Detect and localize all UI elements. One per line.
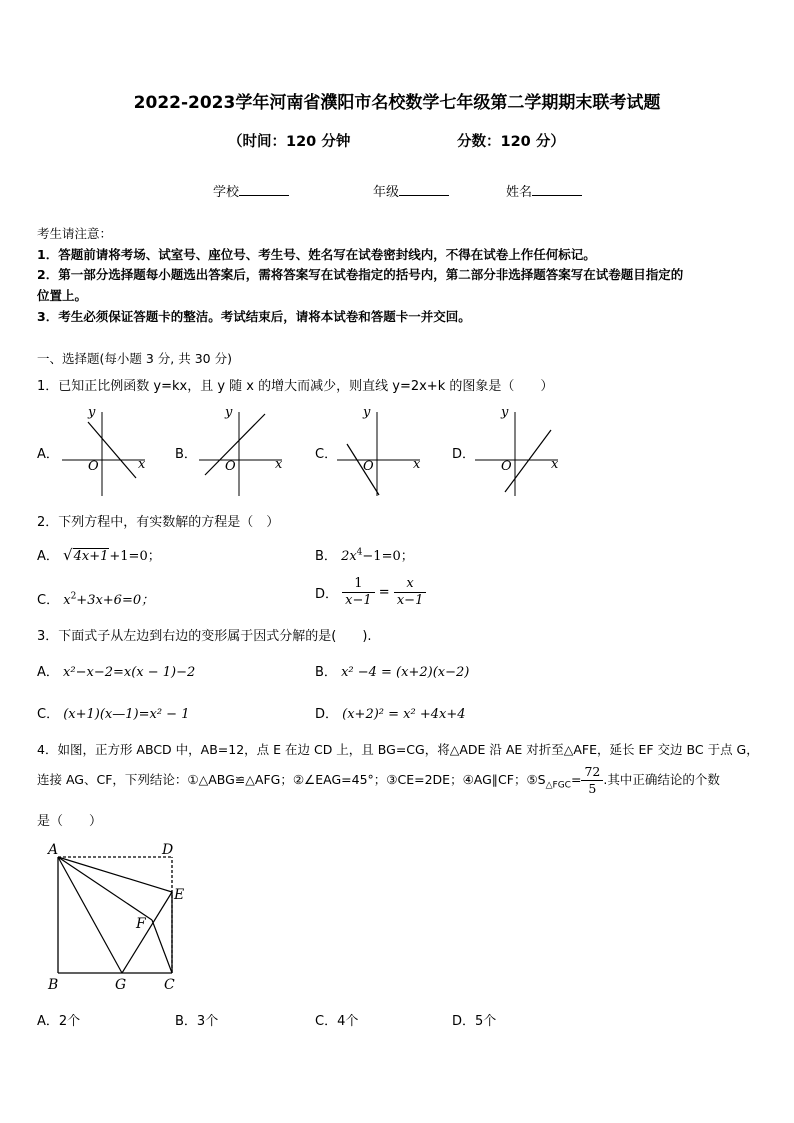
label-a: A [48, 842, 59, 858]
q3-option-a [37, 661, 195, 680]
q4-option-c: C．4个 [315, 1014, 359, 1029]
y-axis-label: y [225, 405, 233, 420]
x-axis-label: x [551, 457, 559, 472]
frac-num: 72 [584, 764, 601, 779]
q1-option-a-label: A． [37, 447, 59, 462]
q2-option-a-expr: √4x+1+1=0； [63, 546, 161, 564]
notice-heading: 考生请注意： [37, 226, 113, 241]
name-blank [532, 183, 582, 196]
q1-option-c-label: C． [315, 447, 338, 462]
segment-fc [152, 920, 172, 973]
q2-option-a [37, 545, 161, 564]
q3-option-d-expr: (x+2)² = x² +4x+4 [342, 707, 466, 722]
x-axis-label: x [138, 457, 146, 472]
q2-b-exp: 4 [356, 547, 363, 558]
q2-option-c-expr [63, 593, 154, 608]
q4-square-figure [40, 838, 200, 998]
notice-item-1: 1．答题前请将考场、试室号、座位号、考生号、姓名写在试卷密封线内，不得在试卷上作任何标记。 [37, 247, 596, 262]
q2-d-frac-1 [342, 576, 375, 609]
q2-a-rest: +1=0； [109, 549, 161, 564]
q3-option-b [315, 661, 469, 680]
origin-label: O [225, 459, 236, 474]
q4-line-2 [37, 764, 720, 797]
q2-d-frac-2 [394, 576, 427, 609]
notice-item-3: 3．考生必须保证答题卡的整洁。考试结束后，请将本试卷和答题卡一并交回。 [37, 309, 471, 324]
q1-graph-b [197, 400, 292, 500]
origin-label: O [363, 459, 374, 474]
q3-option-d [315, 703, 466, 722]
q2-option-c-label: C． [37, 593, 60, 608]
notice-item-2: 2．第一部分选择题每小题选出答案后，需将答案写在试卷指定的括号内，第二部分非选择题答案写在试卷题目指定的 [37, 267, 684, 282]
x-axis-label: x [413, 457, 421, 472]
grade-label: 年级 [373, 185, 400, 200]
q1-graph-a [60, 400, 155, 500]
q2-option-d [315, 576, 426, 609]
q4-option-b: B．3个 [175, 1014, 219, 1029]
name-label: 姓名 [506, 185, 533, 200]
q2-c-pre: x [63, 593, 71, 608]
label-e: E [174, 887, 185, 903]
line-graph [505, 430, 551, 492]
q3-option-b-expr: x² −4 = (x+2)(x−2) [341, 665, 470, 680]
origin-label: O [501, 459, 512, 474]
q4-option-d: D．5个 [452, 1014, 497, 1029]
y-axis-label: y [501, 405, 509, 420]
q3-option-d-label: D． [315, 707, 339, 722]
label-g: G [115, 977, 127, 993]
exam-title: 2022-2023学年河南省濮阳市名校数学七年级第二学期期末联考试题 [133, 93, 661, 113]
q4-fraction [581, 764, 603, 797]
q3-option-a-expr: x²−x−2=x(x − 1)−2 [63, 665, 196, 680]
q2-option-b-label: B． [315, 549, 337, 564]
q2-c-post: +3x+6=0； [76, 593, 155, 608]
y-axis-label: y [363, 405, 371, 420]
segment-eg [122, 892, 172, 973]
q1-stem: 1．已知正比例函数 y=kx，且 y 随 x 的增大而减少，则直线 y=2x+k 的图象是（ ） [37, 379, 554, 394]
q4-line-3: 是（ ） [37, 814, 103, 829]
q4-area-subscript: △FGC [545, 780, 571, 791]
q3-stem: 3．下面式子从左边到右边的变形属于因式分解的是( ). [37, 629, 372, 644]
frac-num: x [406, 576, 414, 591]
q3-option-c-expr: (x+1)(x—1)=x² − 1 [63, 707, 190, 722]
school-label: 学校 [213, 185, 240, 200]
label-b: B [48, 977, 59, 993]
name-field [506, 181, 582, 200]
frac-den: x−1 [394, 592, 427, 609]
segment-af [58, 857, 152, 920]
label-d: D [162, 842, 174, 858]
label-c: C [164, 977, 175, 993]
segment-ag [58, 857, 122, 973]
q3-option-b-label: B． [315, 665, 337, 680]
q2-option-a-label: A． [37, 549, 59, 564]
q4-option-a: A．2个 [37, 1014, 81, 1029]
q4-line-2-post: .其中正确结论的个数 [603, 772, 720, 787]
q4-line-1: 4．如图，正方形 ABCD 中，AB=12，点 E 在边 CD 上，且 BG=CG，将△ADE 沿 AE 对折至△AFE，延长 EF 交边 BC 于点 G， [37, 742, 759, 757]
y-axis-label: y [88, 405, 96, 420]
q2-option-b-expr [341, 549, 414, 564]
exam-time: （时间：120 分钟 [228, 134, 351, 150]
frac-den: x−1 [342, 592, 375, 609]
x-axis-label: x [275, 457, 283, 472]
q2-stem: 2．下列方程中，有实数解的方程是（ ） [37, 515, 280, 530]
grade-field [373, 181, 449, 200]
q3-option-c-label: C． [37, 707, 60, 722]
segment-ae [58, 857, 172, 892]
q4-equals: = [570, 772, 582, 787]
label-f: F [136, 916, 146, 932]
q2-b-pre: 2x [341, 549, 357, 564]
q3-option-c [37, 703, 189, 722]
notice-item-2-cont: 位置上。 [37, 288, 88, 303]
q3-option-a-label: A． [37, 665, 59, 680]
radicand: 4x+1 [73, 549, 109, 564]
school-field [213, 181, 289, 200]
exam-score: 分数：120 分） [457, 134, 565, 150]
q2-option-c [37, 589, 154, 608]
q2-c-exp: 2 [70, 591, 77, 602]
q4-line-2-pre: 连接 AG、CF，下列结论：①△ABG≌△AFG；②∠EAG=45°；③CE=2DE；④AG∥CF；⑤S [37, 772, 546, 787]
q2-b-post: −1=0； [362, 549, 414, 564]
q1-option-b-label: B． [175, 447, 197, 462]
grade-blank [399, 183, 449, 196]
frac-num: 1 [354, 576, 363, 591]
origin-label: O [88, 459, 99, 474]
q2-option-d-label: D． [315, 587, 339, 602]
section-heading: 一、选择题(每小题 3 分, 共 30 分) [37, 351, 232, 366]
q1-graph-d [473, 400, 568, 500]
q1-graph-c [335, 400, 430, 500]
q2-option-b [315, 545, 414, 564]
frac-den: 5 [581, 780, 603, 797]
school-blank [239, 183, 289, 196]
q2-d-eq: = [378, 585, 390, 600]
q1-option-d-label: D． [452, 447, 476, 462]
